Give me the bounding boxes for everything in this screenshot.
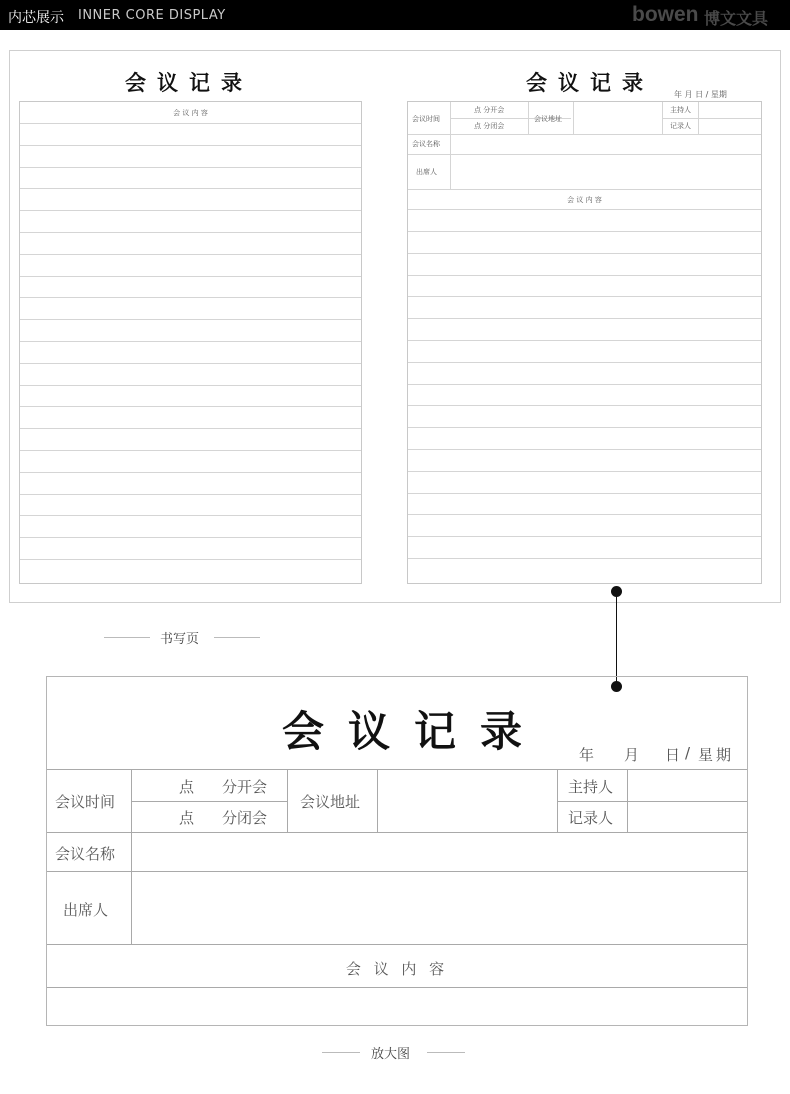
right-page-ruled-line	[408, 427, 761, 428]
left-page-ruled-area	[19, 101, 362, 584]
left-page-ruled-line	[20, 363, 361, 364]
left-page-ruled-line	[20, 145, 361, 146]
writing-page-caption: 书写页	[160, 632, 200, 647]
left-page-ruled-line	[20, 254, 361, 255]
date-year: 年	[579, 746, 595, 764]
date-weekday: 星期	[698, 746, 735, 764]
left-page-ruled-line	[20, 319, 361, 320]
right-page-ruled-line	[408, 514, 761, 515]
left-page-ruled-line	[20, 188, 361, 189]
date-separator: /	[685, 744, 691, 762]
header-bar	[0, 0, 790, 30]
open-point-label: 点	[179, 778, 195, 796]
brand-logo-text: bowen	[632, 3, 699, 26]
attendees-label: 出席人	[63, 901, 109, 919]
right-page-ruled-line	[408, 340, 761, 341]
right-page-ruled-line	[408, 471, 761, 472]
right-meeting-time-label: 会议时间	[412, 115, 440, 123]
right-page-ruled-line	[408, 449, 761, 450]
recorder-field[interactable]	[628, 802, 748, 831]
date-day: 日	[665, 746, 681, 764]
right-date-line: 年 月 日 / 星期	[674, 90, 727, 99]
right-name-label: 会议名称	[412, 140, 440, 148]
host-field[interactable]	[628, 770, 748, 800]
right-page-form	[407, 101, 762, 584]
right-content-header: 会 议 内 容	[567, 196, 602, 204]
meeting-time-label: 会议时间	[55, 793, 116, 811]
left-page-ruled-line	[20, 559, 361, 560]
left-page-ruled-line	[20, 167, 361, 168]
left-page-ruled-line	[20, 210, 361, 211]
left-page-ruled-line	[20, 276, 361, 277]
left-page-ruled-line	[20, 123, 361, 124]
recorder-label: 记录人	[568, 809, 614, 827]
right-page-ruled-line	[408, 253, 761, 254]
right-host-label: 主持人	[670, 106, 691, 114]
left-page-ruled-line	[20, 472, 361, 473]
right-address-label: 会议地址	[534, 115, 562, 123]
right-recorder-label: 记录人	[670, 122, 691, 130]
caption2-rule-left	[322, 1052, 360, 1053]
host-label: 主持人	[568, 778, 614, 796]
right-page-title: 会议记录	[526, 70, 654, 95]
enlarged-title: 会议记录	[282, 707, 547, 756]
right-page-ruled-line	[408, 231, 761, 232]
brand-name-cn: 博文文具	[704, 9, 769, 28]
notebook-spread	[9, 50, 781, 603]
close-point-label: 点	[179, 809, 195, 827]
caption-rule-left	[104, 637, 150, 638]
right-page-ruled-line	[408, 493, 761, 494]
meeting-name-field[interactable]	[132, 833, 748, 870]
left-page-ruled-line	[20, 341, 361, 342]
left-page-ruled-line	[20, 297, 361, 298]
enlarged-content-header: 会 议 内 容	[345, 960, 449, 978]
attendees-field[interactable]	[132, 872, 748, 943]
enlarged-form	[46, 676, 748, 1026]
caption2-rule-right	[427, 1052, 465, 1053]
header-title-cn: 内芯展示	[8, 10, 64, 26]
open-label: 分开会	[222, 778, 268, 796]
right-page-ruled-line	[408, 362, 761, 363]
right-page-ruled-line	[408, 558, 761, 559]
left-page-ruled-line	[20, 494, 361, 495]
right-close-row: 点 分闭会	[474, 122, 505, 130]
left-page-ruled-line	[20, 428, 361, 429]
right-page-ruled-line	[408, 296, 761, 297]
left-page-ruled-line	[20, 515, 361, 516]
left-page-ruled-line	[20, 450, 361, 451]
caption-rule-right	[214, 637, 260, 638]
meeting-name-label: 会议名称	[55, 845, 116, 863]
address-label: 会议地址	[300, 793, 361, 811]
header-title-en: INNER CORE DISPLAY	[78, 8, 226, 23]
left-page-ruled-line	[20, 406, 361, 407]
left-page-ruled-line	[20, 232, 361, 233]
right-page-ruled-line	[408, 405, 761, 406]
right-open-row: 点 分开会	[474, 106, 505, 114]
right-page-ruled-line	[408, 275, 761, 276]
right-page-ruled-line	[408, 318, 761, 319]
close-label: 分闭会	[222, 809, 268, 827]
right-attendees-label: 出席人	[416, 168, 437, 176]
connector-line	[616, 592, 617, 686]
left-content-header: 会 议 内 容	[173, 109, 208, 117]
address-field[interactable]	[378, 770, 556, 831]
brand-logo	[632, 2, 782, 28]
left-page-ruled-line	[20, 385, 361, 386]
right-page-ruled-line	[408, 536, 761, 537]
left-page-ruled-line	[20, 537, 361, 538]
right-page-ruled-line	[408, 384, 761, 385]
left-page-title: 会议记录	[125, 70, 253, 95]
enlarged-caption: 放大图	[371, 1047, 411, 1062]
date-month: 月	[624, 746, 640, 764]
